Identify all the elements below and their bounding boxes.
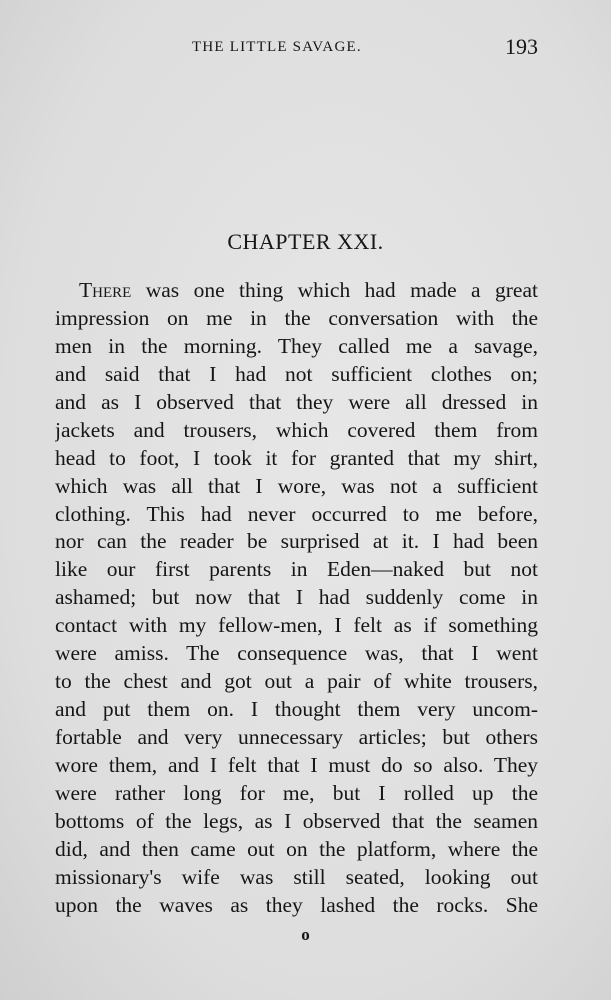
text-line: upon the waves as they lashed the rocks. She bbox=[55, 892, 538, 917]
text-line: ashamed; but now that I had suddenly come in bbox=[55, 585, 538, 610]
running-head bbox=[55, 34, 538, 64]
text-line: like our first parents in Eden—naked but not bbox=[55, 557, 538, 582]
text-line: fortable and very unnecessary articles; but others bbox=[55, 725, 538, 749]
text-line bbox=[55, 276, 538, 304]
first-line-text: was one thing which had made a great bbox=[131, 278, 538, 302]
chapter-heading: CHAPTER XXI. bbox=[227, 229, 384, 254]
text-line: clothing. This had never occurred to me before, bbox=[55, 501, 538, 526]
text-line: and put them on. I thought them very uncom- bbox=[55, 697, 538, 722]
text-line: wore them, and I felt that I must do so also. They bbox=[55, 752, 538, 777]
text-line: contact with my fellow-men, I felt as if something bbox=[55, 613, 538, 638]
page-number: 193 bbox=[505, 34, 538, 59]
text-line: bottoms of the legs, as I observed that the seamen bbox=[55, 808, 538, 833]
text-line: and as I observed that they were all dressed in bbox=[55, 389, 538, 414]
text-line: missionary's wife was still seated, looking out bbox=[55, 864, 538, 889]
text-line: which was all that I wore, was not a sufficient bbox=[55, 473, 538, 498]
text-line: head to foot, I took it for granted that my shirt, bbox=[55, 445, 538, 470]
text-line: to the chest and got out a pair of white trousers, bbox=[55, 669, 538, 694]
text-line: jackets and trousers, which covered them from bbox=[55, 417, 538, 442]
running-title: THE LITTLE SAVAGE. bbox=[192, 39, 362, 55]
text-line: impression on me in the conversation with the bbox=[55, 305, 538, 330]
text-line: and said that I had not sufficient clothes on; bbox=[55, 361, 538, 386]
text-line: were rather long for me, but I rolled up the bbox=[55, 780, 538, 805]
text-line: were amiss. The consequence was, that I went bbox=[55, 641, 538, 666]
text-line: men in the morning. They called me a savage, bbox=[55, 333, 538, 358]
opening-word: There bbox=[79, 278, 132, 302]
signature-mark: o bbox=[301, 925, 310, 944]
text-line: did, and then came out on the platform, where the bbox=[55, 836, 538, 861]
text-line: nor can the reader be surprised at it. I had been bbox=[55, 529, 538, 554]
body-text bbox=[55, 276, 538, 919]
